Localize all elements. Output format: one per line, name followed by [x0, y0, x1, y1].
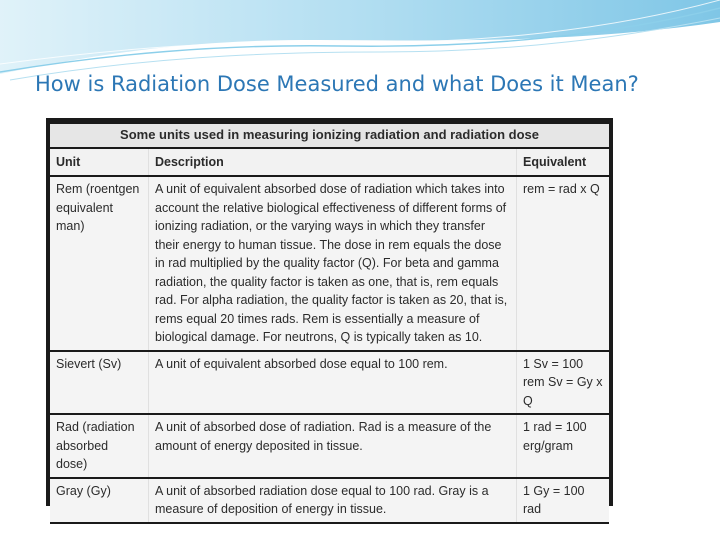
table-row [50, 479, 609, 522]
cell-equivalent: 1 rad = 100 erg/gram [516, 415, 609, 477]
cell-description: A unit of equivalent absorbed dose of radiation which takes into account the relative biological effectiveness of different forms of ionizing radiation, or the varying ways in which they transfer their energy to human tissue. The dose in rem equals the dose in rad multiplied by the quality factor (Q). For beta and gamma radiation, the quality factor is taken as one, that is, rem equals rad. For alpha radiation, the quality factor is taken as 20, that is, rems equal 20 times rads. Rem is essentially a measure of biological damage. For neutrons, Q is typically taken as 10. [148, 177, 516, 350]
cell-description: A unit of absorbed dose of radiation. Rad is a measure of the amount of energy deposited in tissue. [148, 415, 516, 477]
cell-unit: Rad (radiation absorbed dose) [50, 415, 148, 477]
cell-unit: Rem (roentgen equivalent man) [50, 177, 148, 350]
header-equivalent: Equivalent [516, 149, 609, 176]
table-caption: Some units used in measuring ionizing radiation and radiation dose [50, 124, 609, 147]
cell-unit: Gray (Gy) [50, 479, 148, 522]
units-table [50, 122, 609, 524]
table-row [50, 415, 609, 477]
units-table-frame [46, 118, 613, 516]
cell-equivalent: rem = rad x Q [516, 177, 609, 350]
table-row [50, 177, 609, 350]
wave-band [0, 0, 720, 74]
table-row [50, 352, 609, 414]
cell-unit: Sievert (Sv) [50, 352, 148, 414]
header-unit: Unit [50, 149, 148, 176]
cell-description: A unit of equivalent absorbed dose equal to 100 rem. [148, 352, 516, 414]
slide-title: How is Radiation Dose Measured and what Does it Mean? [35, 72, 639, 96]
header-row [50, 149, 609, 176]
header-description: Description [148, 149, 516, 176]
cell-equivalent: 1 Gy = 100 rad [516, 479, 609, 522]
cell-equivalent: 1 Sv = 100 rem Sv = Gy x Q [516, 352, 609, 414]
cell-description: A unit of absorbed radiation dose equal to 100 rad. Gray is a measure of deposition of energy in tissue. [148, 479, 516, 522]
